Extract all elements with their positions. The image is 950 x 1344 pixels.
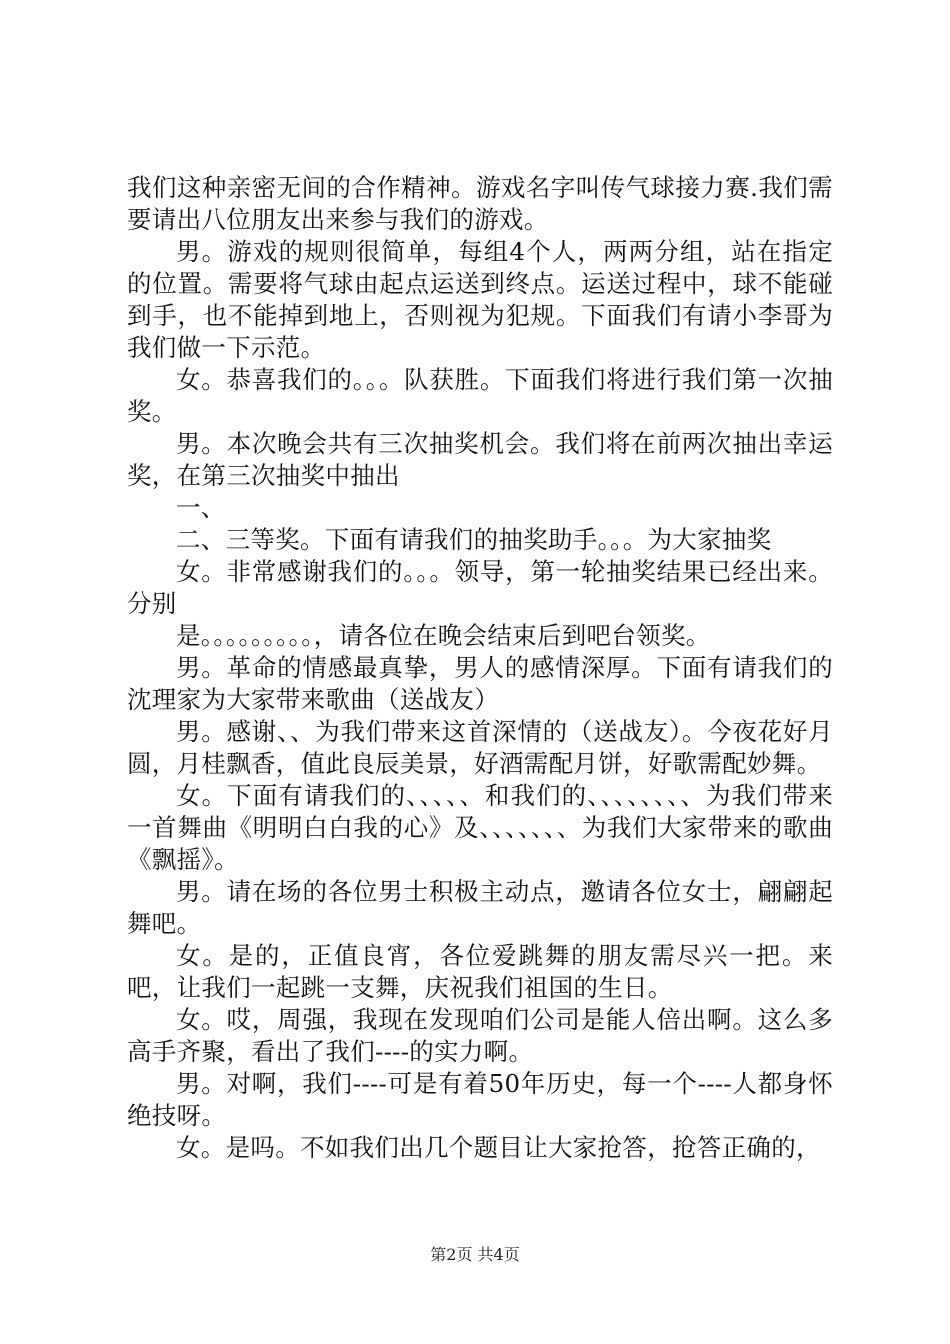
paragraph: 二、三等奖。下面有请我们的抽奖助手。。。为大家抽奖: [176, 525, 772, 554]
page-footer: [0, 1245, 950, 1265]
paragraph: 女。哎，周强，我现在发现咱们公司是能人倍出啊。这么多高手齐聚，看出了我们----的实力啊。: [127, 1005, 833, 1066]
paragraph: 女。是吗。不如我们出几个题目让大家抢答，抢答正确的，: [176, 1133, 821, 1162]
paragraph: 女。非常感谢我们的。。。领导，第一轮抽奖结果已经出来。分别: [127, 557, 833, 618]
paragraph: 女。是的，正值良宵，各位爱跳舞的朋友需尽兴一把。来吧，让我们一起跳一支舞，庆祝我们祖国的生日。: [127, 941, 833, 1002]
paragraph: 男。对啊，我们----可是有着50年历史，每一个----人都身怀绝技呀。: [127, 1069, 833, 1130]
paragraph: 男。本次晚会共有三次抽奖机会。我们将在前两次抽出幸运奖，在第三次抽奖中抽出: [127, 429, 833, 490]
page-number-label: 第2页 共4页: [430, 1245, 520, 1264]
paragraph: 男。请在场的各位男士积极主动点，邀请各位女士，翩翩起舞吧。: [127, 877, 833, 938]
paragraph: 女。下面有请我们的、、、、、和我们的、、、、、、、、为我们带来一首舞曲《明明白白我的心》及、、、、、、、为我们大家带来的歌曲《飘摇》。: [127, 781, 833, 874]
paragraph: 男。游戏的规则很简单，每组4个人，两两分组，站在指定的位置。需要将气球由起点运送到终点。运送过程中，球不能碰到手，也不能掉到地上，否则视为犯规。下面我们有请小李哥为我们做一下示范。: [127, 237, 833, 362]
paragraph: 男。感谢、、为我们带来这首深情的（送战友）。今夜花好月圆，月桂飘香，值此良辰美景，好酒需配月饼，好歌需配妙舞。: [127, 717, 833, 778]
paragraph: 一、: [176, 493, 226, 522]
document-body: [127, 172, 833, 1164]
paragraph: 我们这种亲密无间的合作精神。游戏名字叫传气球接力赛.我们需要请出八位朋友出来参与我们的游戏。: [127, 173, 833, 234]
paragraph: 男。革命的情感最真挚，男人的感情深厚。下面有请我们的沈理家为大家带来歌曲（送战友）: [127, 653, 833, 714]
paragraph: 女。恭喜我们的。。。队获胜。下面我们将进行我们第一次抽奖。: [127, 365, 833, 426]
paragraph: 是。。。。。。。。。，请各位在晚会结束后到吧台领奖。: [176, 621, 711, 650]
